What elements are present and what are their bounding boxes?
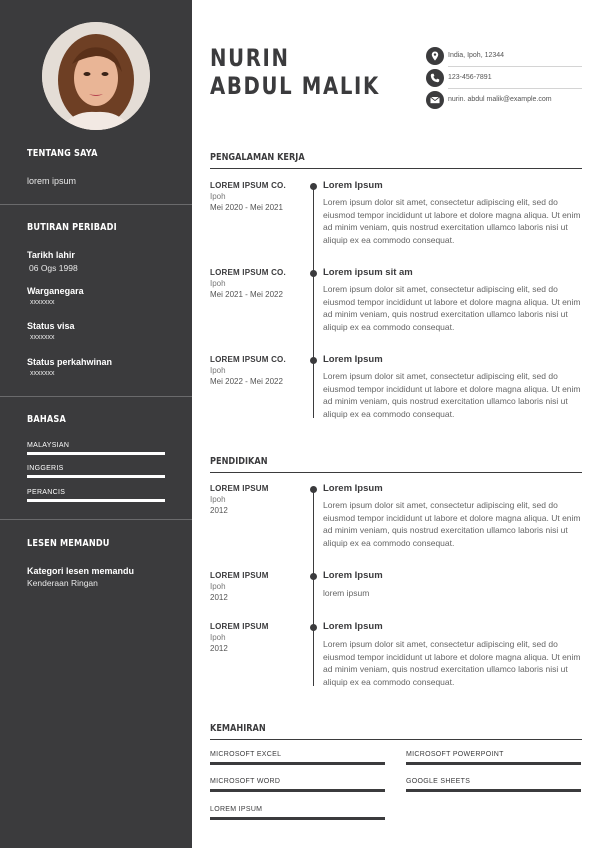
name-last: ABDUL MALIK — [210, 72, 380, 100]
skill-item: MICROSOFT POWERPOINT — [406, 751, 504, 758]
graduation-year: 2012 — [210, 506, 228, 515]
sidebar-divider — [0, 396, 192, 397]
language-item: INGGERIS — [27, 465, 64, 472]
employment-dates: Mei 2022 - Mei 2022 — [210, 377, 283, 386]
language-level-bar — [27, 475, 165, 478]
employment-dates: Mei 2021 - Mei 2022 — [210, 290, 283, 299]
company-name: LOREM IPSUM CO. — [210, 268, 286, 277]
about-heading: TENTANG SAYA — [27, 148, 98, 159]
language-level-bar — [27, 452, 165, 455]
skill-item: MICROSOFT EXCEL — [210, 751, 282, 758]
timeline-dot — [310, 486, 317, 493]
graduation-year: 2012 — [210, 593, 228, 602]
education-timeline — [313, 489, 314, 686]
skill-item: LOREM IPSUM — [210, 806, 263, 813]
employment-dates: Mei 2020 - Mei 2021 — [210, 203, 283, 212]
sidebar-divider — [0, 519, 192, 520]
skills-heading: KEMAHIRAN — [210, 723, 266, 734]
section-rule — [210, 739, 582, 740]
job-title: Lorem ipsum sit am — [323, 267, 413, 278]
company-city: Ipoh — [210, 192, 226, 201]
visa-label: Status visa — [27, 321, 75, 331]
section-rule — [210, 472, 582, 473]
visa-value: xxxxxxx — [30, 334, 55, 341]
about-text: lorem ipsum — [27, 176, 77, 186]
contact-address — [426, 45, 582, 67]
language-heading: BAHASA — [27, 414, 66, 425]
school-city: Ipoh — [210, 495, 226, 504]
experience-timeline — [313, 185, 314, 418]
skill-item: MICROSOFT WORD — [210, 778, 281, 785]
language-level-bar — [27, 499, 165, 502]
company-name: LOREM IPSUM CO. — [210, 355, 286, 364]
company-city: Ipoh — [210, 366, 226, 375]
envelope-icon — [426, 91, 444, 109]
experience-heading: PENGALAMAN KERJA — [210, 152, 305, 163]
timeline-dot — [310, 270, 317, 277]
job-title: Lorem Ipsum — [323, 180, 383, 191]
graduation-year: 2012 — [210, 644, 228, 653]
timeline-dot — [310, 573, 317, 580]
phone-icon — [426, 69, 444, 87]
nationality-value: xxxxxxx — [30, 299, 55, 306]
job-description: Lorem ipsum dolor sit amet, consectetur adipiscing elit, sed do eiusmod tempor incididunt ut labore et dolore magna aliqua. Ut enim ad minim veniam, quis nostrud exercitation ullamco laboris nisi ut aliquip ex ea commodo consequat. — [323, 371, 581, 419]
degree-description: lorem ipsum — [323, 588, 370, 598]
job-title: Lorem Ipsum — [323, 354, 383, 365]
school-city: Ipoh — [210, 633, 226, 642]
skill-level-bar — [210, 817, 385, 820]
school-name: LOREM IPSUM — [210, 571, 269, 580]
skill-level-bar — [210, 789, 385, 792]
degree-title: Lorem Ipsum — [323, 483, 383, 494]
degree-description: Lorem ipsum dolor sit amet, consectetur adipiscing elit, sed do eiusmod tempor incididunt ut labore et dolore magna aliqua. Ut enim ad minim veniam, quis nostrud exercitation ullamco laboris nisi ut aliquip ex ea commodo consequat. — [323, 500, 581, 548]
location-pin-icon — [426, 47, 444, 65]
school-city: Ipoh — [210, 582, 226, 591]
sidebar — [0, 0, 192, 848]
job-description: Lorem ipsum dolor sit amet, consectetur adipiscing elit, sed do eiusmod tempor incididunt ut labore et dolore magna aliqua. Ut enim ad minim veniam, quis nostrud exercitation ullamco laboris nisi ut aliquip ex ea commodo consequat. — [323, 197, 581, 245]
school-name: LOREM IPSUM — [210, 622, 269, 631]
phone-text: 123-456-7891 — [448, 74, 492, 81]
timeline-dot — [310, 357, 317, 364]
education-heading: PENDIDIKAN — [210, 456, 268, 467]
name-first: NURIN — [210, 44, 290, 72]
company-city: Ipoh — [210, 279, 226, 288]
contact-email — [426, 89, 582, 111]
company-name: LOREM IPSUM CO. — [210, 181, 286, 190]
skill-item: GOOGLE SHEETS — [406, 778, 471, 785]
portrait-image — [42, 22, 150, 130]
timeline-dot — [310, 624, 317, 631]
sidebar-divider — [0, 204, 192, 205]
job-description: Lorem ipsum dolor sit amet, consectetur adipiscing elit, sed do eiusmod tempor incididunt ut labore et dolore magna aliqua. Ut enim ad minim veniam, quis nostrud exercitation ullamco laboris nisi ut aliquip ex ea commodo consequat. — [323, 284, 581, 332]
profile-photo — [42, 22, 150, 130]
language-item: PERANCIS — [27, 489, 66, 496]
email-text[interactable]: nurin. abdul malik@example.com — [448, 96, 552, 103]
degree-title: Lorem Ipsum — [323, 621, 383, 632]
nationality-label: Warganegara — [27, 286, 84, 296]
degree-description: Lorem ipsum dolor sit amet, consectetur adipiscing elit, sed do eiusmod tempor incididunt ut labore et dolore magna aliqua. Ut enim ad minim veniam, quis nostrud exercitation ullamco laboris nisi ut aliquip ex ea commodo consequat. — [323, 639, 581, 687]
personal-heading: BUTIRAN PERIBADI — [27, 222, 117, 233]
address-text: India, Ipoh, 12344 — [448, 52, 505, 59]
marital-label: Status perkahwinan — [27, 357, 113, 367]
skill-level-bar — [406, 789, 581, 792]
language-item: MALAYSIAN — [27, 442, 70, 449]
timeline-dot — [310, 183, 317, 190]
skill-level-bar — [406, 762, 581, 765]
degree-title: Lorem Ipsum — [323, 570, 383, 581]
license-label: Kategori lesen memandu — [27, 566, 135, 576]
license-value: Kenderaan Ringan — [27, 578, 98, 588]
birthdate-value: 06 Ogs 1998 — [29, 263, 78, 273]
birthdate-label: Tarikh lahir — [27, 250, 75, 260]
skill-level-bar — [210, 762, 385, 765]
contact-phone — [426, 67, 582, 89]
school-name: LOREM IPSUM — [210, 484, 269, 493]
license-heading: LESEN MEMANDU — [27, 538, 110, 549]
marital-value: xxxxxxx — [30, 370, 55, 377]
section-rule — [210, 168, 582, 169]
